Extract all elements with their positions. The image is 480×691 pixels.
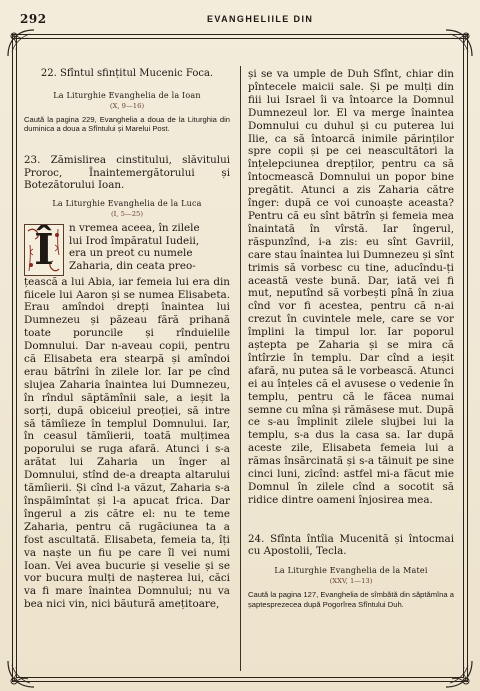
feast-heading-22: 22. Sfîntul sfințitul Mucenic Foca. <box>40 68 214 79</box>
gospel-body-right: și se va umple de Duh Sfînt, chiar din pîntecele maicii sale. Și pe mulți din fiii lui Israel îi va întoarce la Domnul Dumnezeul lor. El va merge înaintea Domnului cu duhul și cu puterea lui Ilie, ca să întoarcă inimile părinților spre copii și pe cei neascultători la înțelepciunea drepților, pentru ca să întocmească Domnului un popor bine pregătit. Atunci a zis Zaharia către înger: după ce voi cunoaște aceasta? Pentru că eu sînt bătrîn și femeia mea înaintată în vîrstă. Iar îngerul, răspunzînd, i-a zis: eu sînt Gavriil, care stau înaintea lui Dumnezeu și sînt trimis să vorbesc cu tine, aducîndu-ți această veste bună. Dar, iată vei fi mut, neputînd să vorbești pînă în ziua cînd vor fi acestea, pentru că n-ai crezut în cuvintele mele, care se vor împlini la timpul lor. Iar poporul aștepta pe Zaharia și se mira că întîrzie în templu. Dar cînd a ieșit afară, nu putea să le vorbească. Atunci ei au înțeles că el avusese o vedenie în templu, pentru că le făcea numai semne cu mîna și rămăsese mut. După ce s-au împlinit zilele slujbei lui la templu, s-a dus la casa sa. Iar după aceste zile, Elisabeta femeia lui a rămas însărcinată și s-a tăinuit pe sine cinci luni, zicînd: astfel mi-a făcut mie Domnul în zilele cînd a socotit să ridice dintre oameni înjosirea mea. <box>248 68 454 506</box>
dropcap-line-2: lui Irod împăratul Iudeii, <box>69 234 200 247</box>
liturgy-label-24: La Liturghie Evanghelia de la Matei <box>274 565 428 575</box>
liturgy-label-23: La Liturghie Evanghelia de la Luca <box>52 198 202 208</box>
page-number: 292 <box>20 12 47 26</box>
ornamental-corner-icon <box>442 26 476 60</box>
ornamental-corner-icon <box>4 657 38 691</box>
ornamental-corner-icon <box>4 26 38 60</box>
cross-reference-note-24: Caută la pagina 127, Evanghelia de sîmbătă din săptămîna a șaptesprezecea după Pogorîrea Sfîntului Duh. <box>248 589 454 609</box>
liturgy-label-22: La Liturghie Evanghelia de la Ioan <box>53 90 201 100</box>
gospel-reference-22: (X, 9—16) <box>109 101 145 110</box>
gospel-text-23 <box>24 222 230 612</box>
page-header <box>12 8 468 34</box>
gospel-reference-24: (XXV, 1—13) <box>329 576 373 585</box>
feast-heading-24: 24. Sfînta întîia Mucenită și întocmai cu Apostolii, Tecla. <box>248 532 454 558</box>
running-title: EVANGHELIILE DIN <box>207 14 314 24</box>
left-column <box>24 68 230 611</box>
dropcap-line-3: era un preot cu numele <box>69 247 193 260</box>
gospel-reference-23: (I, 5—25) <box>110 209 144 218</box>
dropcap-letter: Î <box>34 224 54 274</box>
gospel-body-left: țească a lui Abia, iar femeia lui era din fiicele lui Aaron și se numea Elisabeta. Erau amîndoi drepți înaintea lui Dumnezeu și păzeau fără prihană toate poruncile și rînduielile Domnului. Dar n-aveau copii, pentru că Elisabeta era stearpă și amîndoi erau bătrîni în zilele lor. Iar pe cînd slujea Zaharia înaintea lui Dumnezeu, în rîndul săptămînii sale, a ieșit la sorți, după obiceiul preoției, să intre să tămîieze în templul Domnului. Iar, în ceasul tămîierii, toată mulțimea poporului se ruga afară. Atunci i s-a arătat lui Zaharia un înger al Domnului, stînd de-a dreapta altarului tămîierii. Și cînd l-a văzut, Zaharia s-a înspăimîntat și l-a apucat frica. Dar îngerul a zis către el: nu te teme Zaharia, pentru că rugăciunea ta a fost ascultată. Elisabeta, femeia ta, îți va naște un fiu pe care îl vei numi Ioan. Vei avea bucurie și veselie și se vor bucura mulți de nașterea lui, căci va fi mare înaintea Domnului; nu va bea nici vin, nici băutură amețitoare, <box>24 275 230 611</box>
column-divider <box>240 66 241 671</box>
feast-heading-23: 23. Zămislirea cinstitului, slăvitului Proroc, Înaintemergătorului și Botezătorului Ioan. <box>24 154 230 192</box>
illuminated-initial-icon <box>24 224 64 276</box>
dropcap-line-4: Zaharia, din ceata preo- <box>69 260 196 273</box>
dropcap-line-1: n vremea aceea, în zilele <box>69 221 200 234</box>
cross-reference-note-22: Caută la pagina 229, Evanghelia a doua de la Liturghia din duminica a doua a Sfîntului și Marelui Post. <box>24 114 230 134</box>
right-column <box>248 68 454 609</box>
ornamental-corner-icon <box>442 657 476 691</box>
